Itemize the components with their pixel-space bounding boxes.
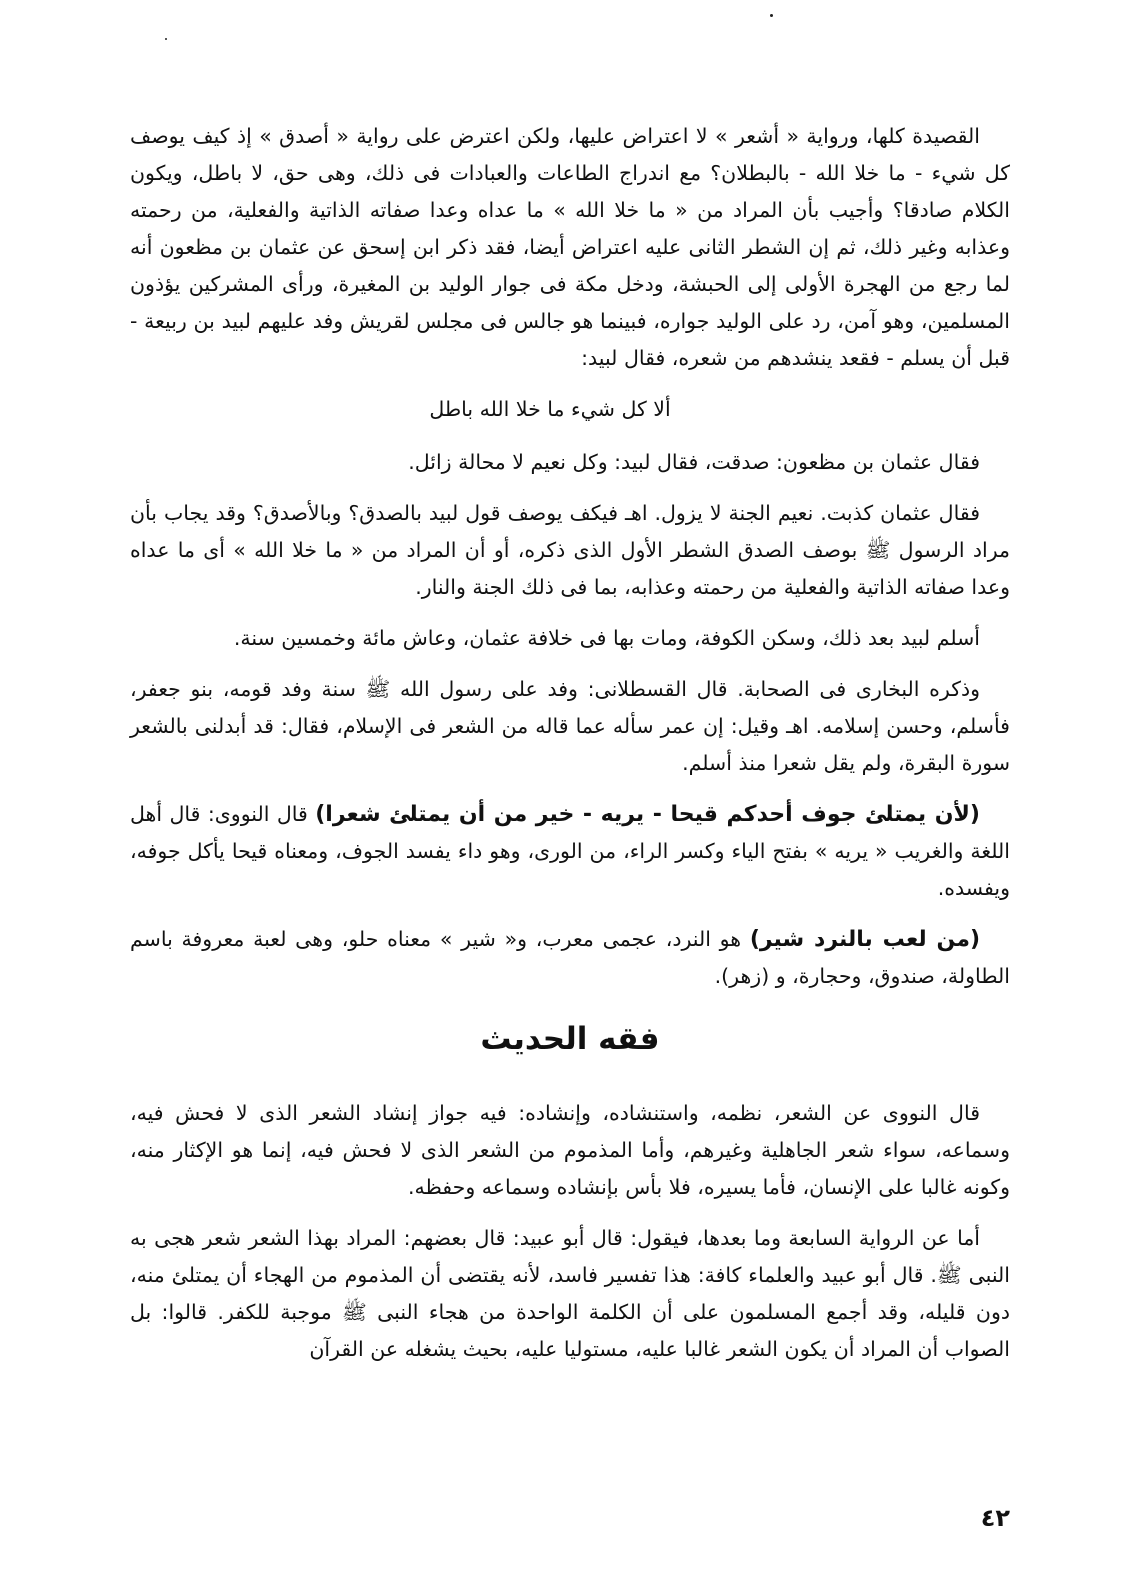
main-text xyxy=(130,118,1010,1382)
paragraph: فقال عثمان كذبت. نعيم الجنة لا يزول. اهـ فيكف يوصف قول لبيد بالصدق؟ وبالأصدق؟ وقد يجاب بأن مراد الرسول ﷺ بوصف الصدق الشطر الأول الذى ذكره، أو أن المراد من « ما خلا الله » أى ما عداه وعدا صفاته الذاتية والفعلية من رحمته وعذابه، بما فى ذلك الجنة والنار. xyxy=(130,501,1010,599)
explanation-text: هو النرد، عجمى معرب، و« شير » معناه حلو، وهى لعبة معروفة باسم الطاولة، صندوق، وحجارة، و (زهر). xyxy=(130,927,1010,988)
paragraph: أما عن الرواية السابعة وما بعدها، فيقول: قال أبو عبيد: قال بعضهم: المراد بهذا الشعر شعر هجى به النبى ﷺ. قال أبو عبيد والعلماء كافة: هذا تفسير فاسد، لأنه يقتضى أن المذموم من الهجاء أن يمتلئ منه، دون قليله، وقد أجمع المسلمون على أن الكلمة الواحدة من هجاء النبى ﷺ موجبة للكفر. قالوا: بل الصواب أن المراد أن يكون الشعر غالبا عليه، مستوليا عليه، بحيث يشغله عن القرآن xyxy=(130,1226,1010,1361)
scan-speck xyxy=(770,14,773,17)
scan-speck xyxy=(165,38,167,40)
paragraph: قال النووى عن الشعر، نظمه، واستنشاده، وإنشاده: فيه جواز إنشاد الشعر الذى لا فحش فيه، وسماعه، سواء شعر الجاهلية وغيرهم، وأما المذموم من الشعر الذى لا فحش فيه، إنما هو الإكثار منه، وكونه غالبا على الإنسان، فأما يسيره، فلا بأس بإنشاده وسماعه وحفظه. xyxy=(130,1101,1010,1199)
paragraph: فقال عثمان بن مظعون: صدقت، فقال لبيد: وكل نعيم لا محالة زائل. xyxy=(408,450,980,474)
page-number: ٤٢ xyxy=(980,1504,1010,1532)
poem-verse: ألا كل شيء ما خلا الله باطل xyxy=(429,397,671,421)
paragraph: أسلم لبيد بعد ذلك، وسكن الكوفة، ومات بها فى خلافة عثمان، وعاش مائة وخمسين سنة. xyxy=(233,626,980,650)
hadith-phrase: (لأن يمتلئ جوف أحدكم قيحا - يريه - خير من أن يمتلئ شعرا) xyxy=(315,802,980,827)
paragraph: وذكره البخارى فى الصحابة. قال القسطلانى: وفد على رسول الله ﷺ سنة وفد قومه، بنو جعفر، فأسلم، وحسن إسلامه. اهـ وقيل: إن عمر سأله عما قاله من الشعر فى الإسلام، فقال: قد أبدلنى بالشعر سورة البقرة، ولم يقل شعرا منذ أسلم. xyxy=(130,677,1010,775)
section-heading: فقه الحديث xyxy=(480,1021,660,1057)
explanation-text: قال النووى: قال أهل اللغة والغريب « يريه » بفتح الياء وكسر الراء، من الورى، وهو داء يفسد الجوف، ومعناه قيحا يأكل جوفه، ويفسده. xyxy=(130,802,1010,900)
hadith-phrase: (من لعب بالنرد شير) xyxy=(749,927,980,952)
hadith-explanation-paragraph xyxy=(130,921,1010,995)
hadith-explanation-paragraph xyxy=(130,796,1010,907)
paragraph: القصيدة كلها، ورواية « أشعر » لا اعتراض عليها، ولكن اعترض على رواية « أصدق » إذ كيف يوصف كل شيء - ما خلا الله - بالبطلان؟ مع اندراج الطاعات والعبادات فى ذلك، وهى حق، لا باطل، ويكون الكلام صادقا؟ وأجيب بأن المراد من « ما خلا الله » ما عداه وعدا صفاته الذاتية والفعلية، من رحمته وعذابه وغير ذلك، ثم إن الشطر الثانى عليه اعتراض أيضا، فقد ذكر ابن إسحق عن عثمان بن مظعون أنه لما رجع من الهجرة الأولى إلى الحبشة، ودخل مكة فى جوار الوليد بن المغيرة، ورأى المشركين يؤذون المسلمين، وهو آمن، رد على الوليد جواره، فبينما هو جالس فى مجلس لقريش وفد عليهم لبيد بن ربيعة - قبل أن يسلم - فقعد ينشدهم من شعره، فقال لبيد: xyxy=(130,124,1010,370)
